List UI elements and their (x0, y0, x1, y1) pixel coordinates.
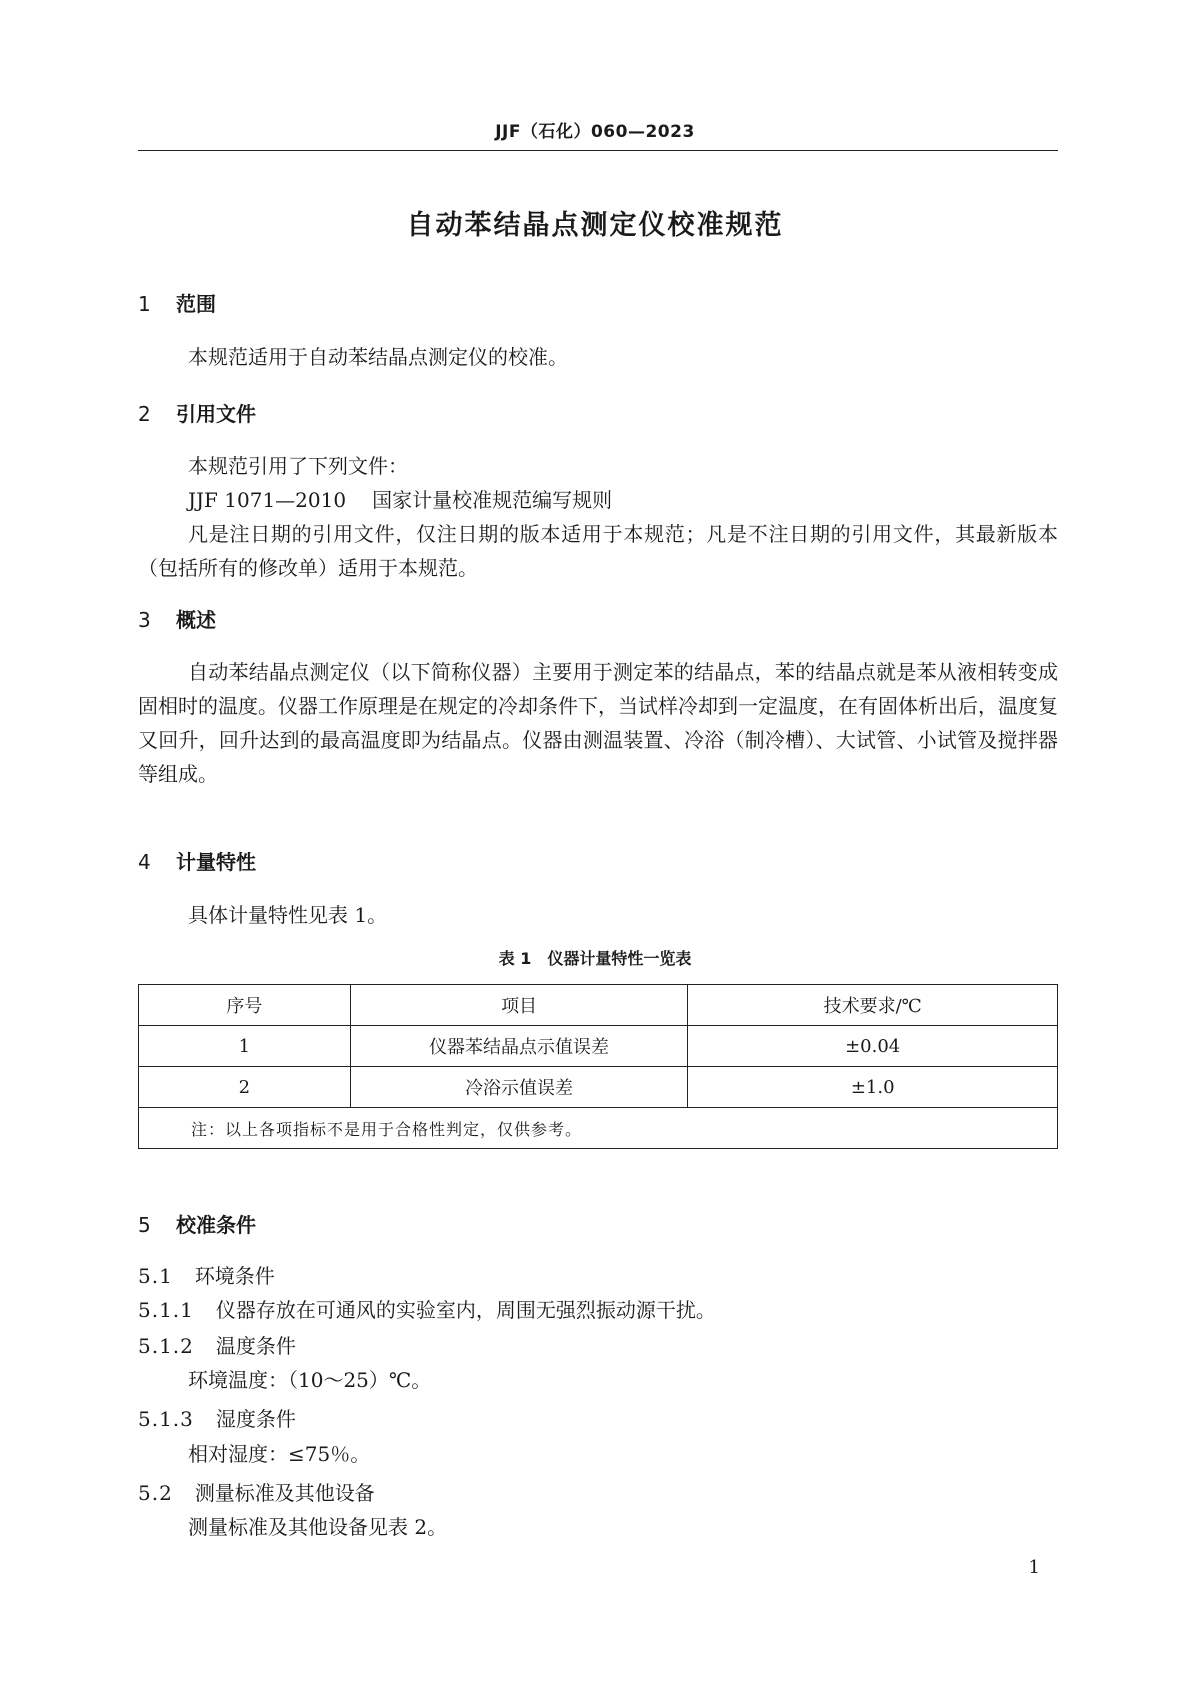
section-1-number: 1 (138, 292, 151, 316)
section-5-title: 校准条件 (176, 1213, 256, 1237)
section-1-text: 本规范适用于自动苯结晶点测定仪的校准。 (188, 345, 568, 369)
section-2-title: 引用文件 (176, 402, 256, 426)
section-4-heading (138, 846, 256, 875)
subsection-5-2-text: 测量标准及其他设备见表 2。 (188, 1515, 448, 1539)
table-note-row (139, 1108, 1058, 1149)
row-item: 仪器苯结晶点示值误差 (350, 1026, 688, 1067)
section-4-text: 具体计量特性见表 1。 (188, 903, 388, 927)
header-item: 项目 (350, 985, 688, 1026)
subsection-5-1-3 (138, 1403, 296, 1432)
row-index: 1 (139, 1026, 351, 1067)
temperature-condition: 环境温度：（10～25）℃。 (188, 1368, 432, 1392)
reference-title: 国家计量校准规范编写规则 (372, 488, 613, 512)
subsection-5-1-title: 环境条件 (194, 1264, 275, 1288)
subsection-5-1-3-number: 5.1.3 (138, 1407, 194, 1431)
section-3-paragraph: 自动苯结晶点测定仪（以下简称仪器）主要用于测定苯的结晶点，苯的结晶点就是苯从液相转变成固相时的温度。仪器工作原理是在规定的冷却条件下，当试样冷却到一定温度，在有固体析出后，温度复又回升，回升达到的最高温度即为结晶点。仪器由测温装置、冷浴（制冷槽）、大试管、小试管及搅拌器等组成。 (138, 660, 1058, 786)
page-number: 1 (1028, 1557, 1040, 1578)
table-note: 注：以上各项指标不是用于合格性判定，仅供参考。 (139, 1108, 1058, 1149)
section-3-number: 3 (138, 608, 151, 632)
section-2-paragraph: 凡是注日期的引用文件，仅注日期的版本适用于本规范；凡是不注日期的引用文件，其最新版本（包括所有的修改单）适用于本规范。 (138, 522, 1058, 580)
subsection-5-1-1 (138, 1294, 716, 1323)
section-2-reference (188, 483, 612, 517)
section-2-intro: 本规范引用了下列文件： (188, 454, 408, 478)
subsection-5-2-title: 测量标准及其他设备 (194, 1481, 375, 1505)
subsection-5-1-number: 5.1 (138, 1264, 173, 1288)
section-2-heading (138, 398, 256, 427)
row-requirement: ±0.04 (688, 1026, 1058, 1067)
header-index: 序号 (139, 985, 351, 1026)
section-5-heading (138, 1209, 256, 1238)
metrology-table (138, 984, 1058, 1149)
page-title: 自动苯结晶点测定仪校准规范 (406, 210, 784, 241)
document-code-header: JJF（石化）060—2023 (495, 122, 695, 142)
section-1-title: 范围 (176, 292, 216, 316)
section-4-number: 4 (138, 850, 151, 874)
subsection-5-2 (138, 1477, 375, 1506)
section-3-heading (138, 604, 216, 633)
table-row (139, 1067, 1058, 1108)
header-requirement: 技术要求/℃ (688, 985, 1058, 1026)
subsection-5-2-number: 5.2 (138, 1481, 173, 1505)
reference-code: JJF 1071—2010 (188, 488, 347, 512)
row-requirement: ±1.0 (688, 1067, 1058, 1108)
header-rule (138, 150, 1058, 151)
row-index: 2 (139, 1067, 351, 1108)
subsection-5-1-3-title: 湿度条件 (215, 1407, 296, 1431)
subsection-5-1 (138, 1260, 275, 1289)
subsection-5-1-1-number: 5.1.1 (138, 1298, 194, 1322)
subsection-5-1-2-number: 5.1.2 (138, 1334, 194, 1358)
section-4-title: 计量特性 (176, 850, 256, 874)
table-caption: 表 1 仪器计量特性一览表 (498, 949, 692, 968)
humidity-condition: 相对湿度：≤75％。 (188, 1442, 371, 1466)
table-header-row (139, 985, 1058, 1026)
subsection-5-1-2-title: 温度条件 (215, 1334, 296, 1358)
row-item: 冷浴示值误差 (350, 1067, 688, 1108)
subsection-5-1-2 (138, 1330, 296, 1359)
section-5-number: 5 (138, 1213, 151, 1237)
subsection-5-1-1-text: 仪器存放在可通风的实验室内，周围无强烈振动源干扰。 (215, 1298, 716, 1322)
section-1-heading (138, 288, 216, 317)
section-3-title: 概述 (176, 608, 216, 632)
section-2-number: 2 (138, 402, 151, 426)
table-row (139, 1026, 1058, 1067)
